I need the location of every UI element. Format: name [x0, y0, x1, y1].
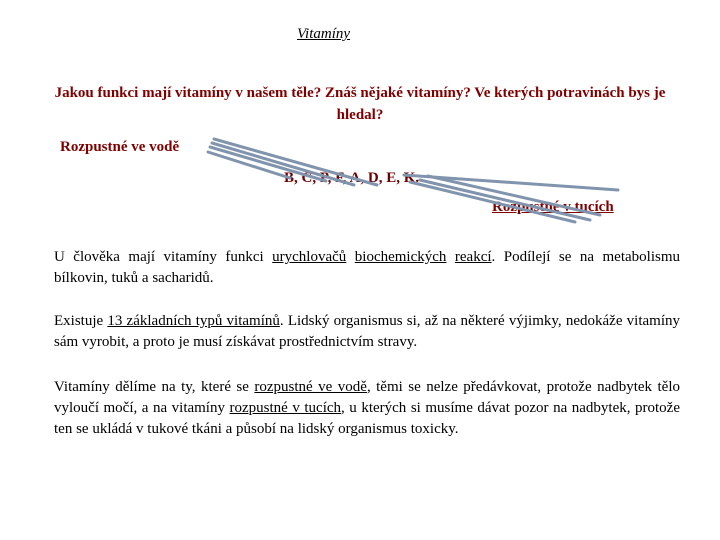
- p2-text-end: . Lidský organismus si, až na některé výjimky, nedokáže vitamíny sám vyrobit, a proto je musí získávat prostřednictvím stravy.: [54, 313, 680, 350]
- p3-underline-water: rozpustné ve vodě: [254, 379, 367, 395]
- arrow-water-to-c: [210, 147, 326, 181]
- paragraph-division: [54, 377, 680, 440]
- p3-text-mid: , těmi se nelze předávkovat, protože nadbytek tělo vyloučí močí, a na vitamíny: [54, 379, 681, 416]
- p3-text: Vitamíny dělíme na ty, které se: [54, 379, 255, 395]
- p2-underline-types: 13 základních typů vitamínů: [107, 313, 280, 329]
- page-title: Vitamíny: [297, 26, 351, 42]
- p1-space2: [446, 249, 454, 265]
- label-water-soluble: Rozpustné ve vodě: [60, 139, 180, 155]
- p2-text: Existuje: [54, 313, 108, 329]
- arrow-fat-to-k: [410, 182, 575, 222]
- paragraph-function: [54, 247, 680, 289]
- p1-text-end: . Podílejí se na metabolismu bílkovin, tuků a sacharidů.: [54, 249, 681, 286]
- p3-text-end: , u kterých si musíme dávat pozor na nadbytek, protože ten se ukládá v tukové tkáni a působí na lidský organismus toxicky.: [54, 400, 680, 437]
- vitamin-list: B, C, P, F, A, D, E, K.: [284, 170, 420, 186]
- p3-underline-fat: rozpustné v tucích: [229, 400, 342, 416]
- p1-underline-biochemical: biochemických: [354, 249, 447, 265]
- question-text: Jakou funkci mají vitamíny v našem těle? Znáš nějaké vitamíny? Ve kterých potravinách bys je hledal?: [54, 85, 666, 123]
- p1-underline-catalysts: urychlovačů: [272, 249, 347, 265]
- p1-underline-reactions: reakcí: [454, 249, 492, 265]
- arrow-water-to-p: [212, 143, 354, 185]
- p1-space: [346, 249, 354, 265]
- p1-text: U člověka mají vitamíny funkci: [54, 249, 273, 265]
- label-fat-soluble: Rozpustné v tucích: [492, 199, 614, 215]
- paragraph-types: [54, 311, 680, 353]
